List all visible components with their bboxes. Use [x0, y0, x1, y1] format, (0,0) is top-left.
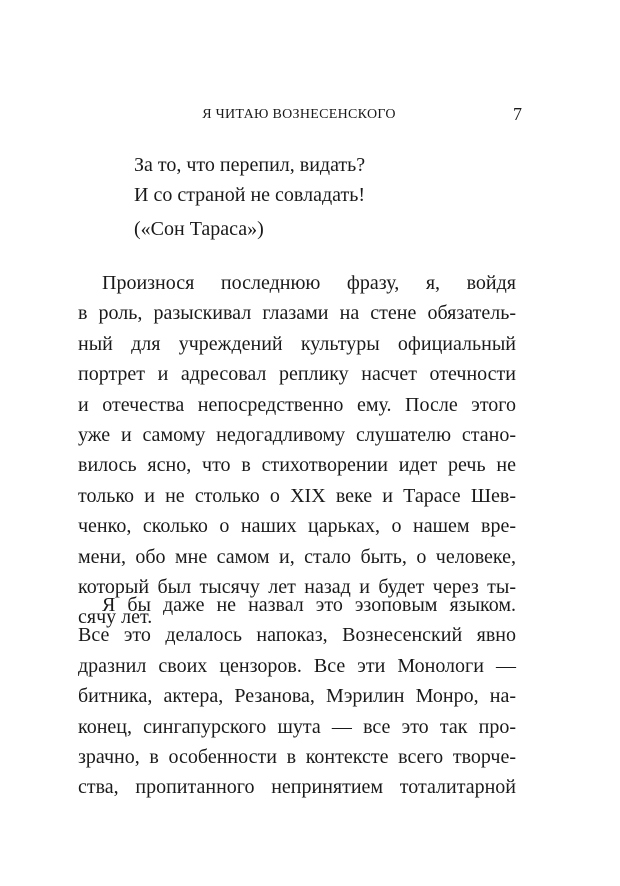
text-line: мени, обо мне самом и, стало быть, о человеке,	[78, 545, 516, 568]
text-line: портрет и адресовал реплику насчет отечности	[78, 363, 516, 386]
text-line: и отечества непосредственно ему. После этого	[78, 393, 516, 416]
verse-line: И со страной не совладать!	[134, 184, 366, 206]
text-line: сячу лет.	[78, 606, 153, 629]
paragraph-1	[78, 268, 516, 633]
text-line: зрачно, в особенности в контексте всего творче-	[78, 746, 516, 769]
verse-quote	[134, 150, 534, 210]
paragraph-2	[78, 590, 516, 803]
text-line: битника, актера, Резанова, Мэрилин Монро, на-	[78, 685, 516, 708]
text-line: дразнил своих цензоров. Все эти Монологи —	[78, 654, 516, 677]
text-line: ства, пропитанного непринятием тоталитарной	[78, 776, 516, 799]
page-number: 7	[513, 104, 522, 124]
running-title: Я ЧИТАЮ ВОЗНЕСЕНСКОГО	[202, 107, 396, 122]
text-line: вилось ясно, что в стихотворении идет речь не	[78, 454, 516, 477]
text-line: Произнося последнюю фразу, я, войдя	[102, 272, 516, 294]
text-line: ный для учреждений культуры официальный	[78, 332, 516, 355]
verse-source: («Сон Тараса»)	[134, 218, 264, 240]
text-line: Я бы даже не назвал это эзоповым языком.	[102, 594, 516, 616]
text-line: только и не столько о XIX веке и Тарасе Шев-	[78, 484, 516, 507]
text-line: который был тысячу лет назад и будет через ты-	[78, 576, 516, 599]
text-line: ченко, сколько о наших царьках, о нашем вре-	[78, 515, 516, 538]
text-line: уже и самому недогадливому слушателю стано-	[78, 424, 516, 447]
text-line: конец, сингапурского шута — все это так про-	[78, 715, 516, 738]
verse-line: За то, что перепил, видать?	[134, 154, 366, 176]
page-header	[78, 104, 520, 126]
text-line: в роль, разыскивал глазами на стене обязатель-	[78, 302, 516, 325]
text-line: Все это делалось напоказ, Вознесенский явно	[78, 624, 516, 647]
